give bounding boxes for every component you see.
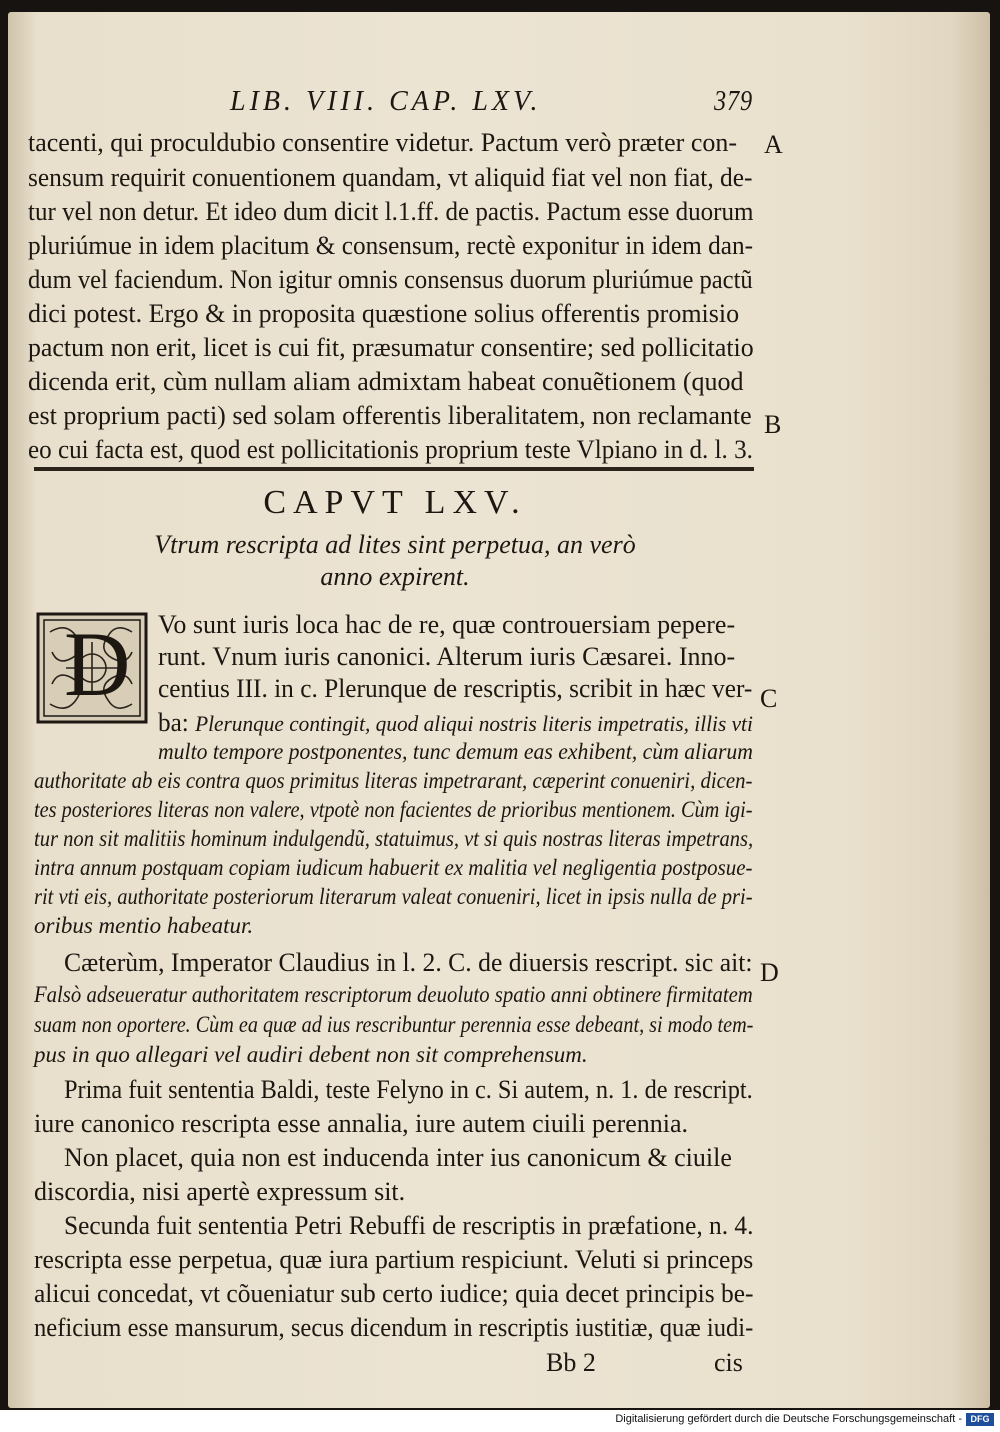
text-line: rescripta esse perpetua, quæ iura partium respiciunt. Veluti si princeps	[34, 1245, 754, 1274]
text-line: Vo sunt iuris loca hac de re, quæ controuersiam pepere-	[158, 610, 736, 639]
text-line: tacenti, qui proculdubio consentire videtur. Pactum verò præter con-	[28, 128, 738, 157]
text-line: sensum requirit conuentionem quandam, vt aliquid fiat vel non fiat, de-	[28, 163, 753, 192]
section-rule	[34, 467, 754, 471]
margin-letter-b: B	[764, 410, 782, 439]
text-line	[158, 708, 753, 738]
quote-line: multo tempore postponentes, tunc demum eas exhibent, cùm aliarum	[158, 739, 753, 764]
text-line: dicenda erit, cùm nullam aliam admixtam habeat conuẽtionem (quod	[28, 367, 744, 396]
text-line: alicui concedat, vt cõueniatur sub certo iudice; quia decet principis be-	[34, 1279, 754, 1308]
quote-line: intra annum postquam copiam iudicum habuerit ex malitia vel negligentia postposue-	[34, 855, 753, 880]
running-title: LIB. VIII. CAP. LXV.	[230, 86, 542, 117]
signature-mark: Bb 2	[546, 1348, 596, 1377]
quote-line: Falsò adseueratur authoritatem rescriptorum deuoluto spatio anni obtinere firmitatem	[34, 982, 753, 1007]
quote-text: Plerunque contingit, quod aliqui nostris literis impetratis, illis vti	[195, 711, 753, 736]
catchword: cis	[714, 1348, 743, 1377]
text-line: discordia, nisi apertè expressum sit.	[34, 1177, 406, 1206]
margin-letter-a: A	[764, 130, 783, 159]
text-line: iure canonico rescripta esse annalia, iure autem ciuili perennia.	[34, 1109, 689, 1138]
text-line: dici potest. Ergo & in proposita quæstione solius offerentis promisio	[28, 299, 740, 328]
text-line: eo cui facta est, quod est pollicitationis proprium teste Vlpiano in d. l. 3.	[28, 435, 753, 464]
dfg-logo: DFG	[966, 1413, 994, 1426]
text-line: pluriúmue in idem placitum & consensum, rectè exponitur in idem dan-	[28, 231, 753, 260]
text-line: centius III. in c. Plerunque de rescriptis, scribit in hæc ver-	[158, 674, 753, 703]
book-page	[8, 12, 990, 1408]
page-number: 379	[714, 86, 754, 117]
margin-letter-d: D	[760, 958, 779, 987]
margin-letter-c: C	[760, 684, 778, 713]
quote-lead: ba:	[158, 708, 196, 737]
text-line: pactum non erit, licet is cui fit, præsumatur consentire; sed pollicitatio	[28, 333, 754, 362]
text-line: neficium esse mansurum, secus dicendum in rescriptis iustitiæ, quæ iudi-	[34, 1313, 754, 1342]
chapter-heading: CAPVT LXV.	[263, 484, 527, 521]
quote-line: rit vti eis, authoritate posteriorum literarum valeat conueniri, licet in ipsis nulla de pri-	[34, 884, 753, 909]
text-line: Prima fuit sententia Baldi, teste Felyno in c. Si autem, n. 1. de rescript.	[64, 1075, 753, 1104]
text-line: dum vel faciendum. Non igitur omnis consensus duorum pluriúmue pactũ	[28, 265, 753, 294]
quote-line: pus in quo allegari vel audiri debent non sit comprehensum.	[34, 1042, 588, 1067]
chapter-subtitle-2: anno expirent.	[320, 562, 470, 591]
text-line: tur vel non detur. Et ideo dum dicit l.1.ff. de pactis. Pactum esse duorum	[28, 197, 754, 226]
quote-line: tur non sit malitiis hominum indulgendũ, statuimus, vt si quis nostras literas impetrans,	[34, 826, 754, 851]
decorated-initial	[36, 612, 148, 724]
chapter-subtitle-1: Vtrum rescripta ad lites sint perpetua, an verò	[154, 530, 636, 559]
text-line: runt. Vnum iuris canonici. Alterum iuris Cæsarei. Inno-	[158, 642, 736, 671]
initial-letter: D	[64, 613, 131, 715]
quote-line: oribus mentio habeatur.	[34, 913, 254, 938]
digitization-credit: Digitalisierung gefördert durch die Deutsche Forschungsgemeinschaft -	[615, 1413, 962, 1425]
text-line: Cæterùm, Imperator Claudius in l. 2. C. de diuersis rescript. sic ait:	[64, 948, 753, 977]
quote-line: tes posteriores literas non valere, vtpotè non facientes de prioribus mentionem. Cùm igi-	[34, 797, 753, 822]
quote-line: authoritate ab eis contra quos primitus literas impetrarant, cæperint conueniri, dicen-	[34, 768, 753, 793]
text-line: est proprium pacti) sed solam offerentis liberalitatem, non reclamante	[28, 401, 752, 430]
text-line: Non placet, quia non est inducenda inter ius canonicum & ciuile	[64, 1143, 732, 1172]
text-line: Secunda fuit sententia Petri Rebuffi de rescriptis in præfatione, n. 4.	[64, 1211, 754, 1240]
quote-line: suam non oportere. Cùm ea quæ ad ius rescribuntur perennia esse debeant, si modo tem-	[34, 1012, 754, 1037]
